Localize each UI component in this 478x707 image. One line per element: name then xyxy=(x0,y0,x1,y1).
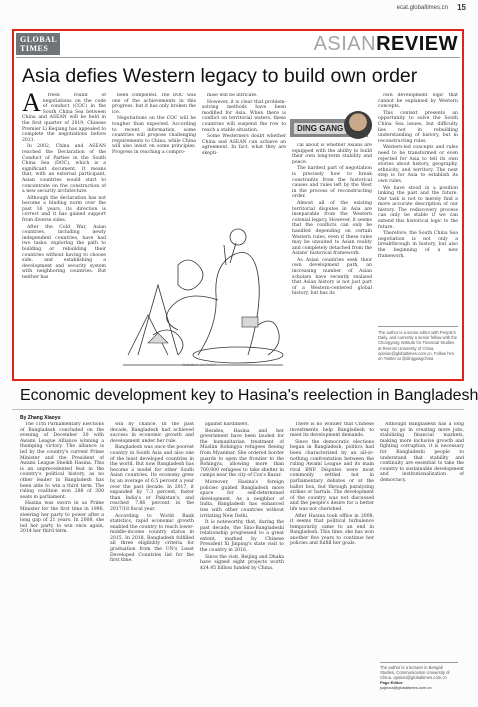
author-bio: The author is a lecturer in Bengali Studies, Communication University of China. opinion@globaltimes.com.cn xyxy=(380,662,458,681)
paragraph: In 2002, China and ASEAN reached the Declaration of the Conduct of Parties in the South China Sea (DOC), which is a significant document. It means that, with an external participant, Asian countries would start to concentrate on the construction of a new security architecture. xyxy=(22,144,106,195)
logo-line-2: TIMES xyxy=(20,44,49,53)
article-column-5 xyxy=(380,422,464,654)
article-column-1 xyxy=(20,422,104,694)
article-column-4 xyxy=(290,422,374,694)
paragraph: own development logic that cannot be explained by Western concepts. xyxy=(378,93,458,110)
section-review: REVIEW xyxy=(376,33,458,55)
paragraph: Since the visit, Beijing and Dhaka have signed eight projects worth $24.45 billion funded by China. xyxy=(200,554,284,571)
article-headline: Economic development key to Hasina's reelection in Bangladesh xyxy=(20,387,478,404)
paragraph: Since the democratic elections began in Bangladesh, politics had been characterized by an all-or-nothing confrontation between the ruling Awami League and its main rival BNP. Disputes were most commonly settled not in parliamentary debates or at the ballot box, but through paralyzing strikes or hartals. The development of the country was not discussed and the people's desire for a better life was not cherished. xyxy=(290,439,374,512)
paragraph: Western-led concepts and rules need to be transformed or even rejected for Asia to tell its own stories about history, geography, ethnicity, and territory. The next step is for Asia to establish its own rules. xyxy=(378,145,458,184)
paragraph: Almost all of the existing territorial disputes in Asia are inseparable from the Western colonial legacy. However, it seems that the conflicts can only be handled depending on certain Western rules, even if these rules may be unsuited to Asian reality and completely detached from the Asians' historical framework. xyxy=(292,200,372,257)
paragraph: mise will be intricate. xyxy=(207,93,258,98)
asian-review-article[interactable] xyxy=(12,29,464,381)
paragraph: There is no wonder that Chinese investments help Bangladesh to meet its development demands. xyxy=(290,422,374,439)
section-asian: ASIAN xyxy=(313,33,377,55)
paragraph: Hasina was sworn in as Prime Minister for the first time in 1996, steering her party to power after a long gap of 21 years. In 2008, she led her party to win once again, 2014 her third term. xyxy=(20,501,104,535)
paragraph: Although the declaration has not become a binding norm over the past 16 years, its direction is correct and it has gained support from diverse sides. xyxy=(22,195,106,224)
article-headline: Asia defies Western legacy to build own order xyxy=(22,65,418,87)
page-editor xyxy=(380,681,458,695)
paragraph: against hardliners. xyxy=(205,422,249,427)
section-divider xyxy=(16,57,460,58)
asian-review-section-title xyxy=(314,33,458,55)
paragraph: We have stood in a position linking the past and the future. Our task is not to merely find a more accurate description of our history. The rediscovery process can only be stable if we can extend this historical logic to the future. xyxy=(378,185,458,230)
author-bio: The author is a senior editor with People's Daily, and currently a senior fellow with the Chongyang Institute for Financial Studies at Renmin University of China. opinion@globaltimes.com.cn. Follow him on Twitter at @dinggangchina xyxy=(378,326,458,361)
article-body xyxy=(20,422,464,702)
drop-cap: A xyxy=(22,93,41,117)
article-column-2 xyxy=(112,93,196,203)
author-photo xyxy=(344,111,372,139)
paragraph: fresh round of negotiations on the code of conduct (COC) in the South China Sea between China and ASEAN will be held in the first quarter of 2019, Chinese Premier Li Keqiang has appealed to complete the negotiations before 2021. xyxy=(22,93,106,143)
paragraph: Moreover, Hasina's foreign policies guided Bangladesh more space for self-determined development. As a neighbor of India, Bangladesh has enhanced ties with other countries without irritating New Delhi. xyxy=(200,479,284,519)
paragraph: The hardest part of negotiation is precisely how to break constraints from the historical causes and rules left by the West in the process of reconstructing order. xyxy=(292,166,372,200)
article-column-5 xyxy=(378,93,458,363)
article-column-4 xyxy=(292,143,372,371)
article-column-1 xyxy=(22,93,106,371)
paragraph: cal about is whether Asians are equipped with the ability to build their own long-term stability and peace. xyxy=(292,143,372,165)
logo-line-1: GLOBAL xyxy=(20,35,58,44)
paragraph: win by chance. In the past decade, Bangladesh had achieved success in economic growth and development under her rule. xyxy=(110,422,194,444)
page-header xyxy=(12,3,466,15)
paragraph: However, it is clear that problem-solving methods have been modified for Asia. When there is conflict on territorial waters, these countries will suspend the row to reach a stable situation. xyxy=(202,99,286,133)
author-name: DING GANG xyxy=(294,123,346,134)
byline: By Zhang Xiaoyu xyxy=(20,415,61,421)
paragraph: Therefore, the South China Sea negotiation is not only a breakthrough in history, but also the beginning of a new framework. xyxy=(378,231,458,259)
page-number: 15 xyxy=(457,3,466,12)
bangladesh-article[interactable] xyxy=(12,386,478,704)
paragraph: After Hasina took office in 2008, it seems that political turbulence temporarily came to an end in Bangladesh. This time, she has won another five years to continue her policies and fulfill her goals. xyxy=(290,513,374,547)
paragraph: Bangladesh was once the poorest country in South Asia and also one of the least developed countries in the world. But now Bangladesh has become a model for other South Asian countries. Its economy grew by an average of 6.5 percent a year over the past decade. In 2017, it expanded by 7.3 percent, faster than India's or Pakistan's, and reached 7.86 percent in the 2017/18 fiscal year. xyxy=(110,445,194,512)
illustration-credit: Illustration: Liu Rui/GT xyxy=(182,363,217,367)
headline-divider xyxy=(12,409,464,410)
paragraph: According to World Bank statistics, rapid economic growth enabled the country to reach lower-middle-income country status in 2015. In 2018, Bangladesh fulfilled all three eligibility criteria for graduation from the UN's Least Developed Countries list for the first time. xyxy=(110,513,194,564)
global-times-logo xyxy=(16,33,60,55)
paragraph: been completed. The DOC was one of the achievements in this progress, but it has only broken the ice. xyxy=(112,93,196,115)
article-column-3 xyxy=(202,93,286,203)
page-editor-email[interactable]: yujincui@globaltimes.com.cn xyxy=(380,684,432,690)
illustration xyxy=(118,205,286,370)
paragraph: Negotiations on the COC will be tougher than expected. According to recent information, some countries will propose challenging requirements to China, while China will also insist on some principles. Progress in reaching a compro- xyxy=(112,116,196,155)
page-editor-label: Page Editor: xyxy=(380,680,404,685)
paragraph: Although Bangladesh has a long way to go in creating more jobs, stabilizing financial markets, making more inclusive growth and fighting corruption, it is necessary for Bangladeshi people to understand that stability and continuity are essential to take the country to sustainable development and institutionalization of democracy. xyxy=(380,422,464,483)
paragraph: It is noteworthy that, during the past decade, the Sino-Bangladeshi relationship progressed to a great extent, marked by Chinese President Xi Jinping's state visit to the country in 2016. xyxy=(200,520,284,554)
paragraph: The 11th Parliamentary Elections of Bangladesh concluded on the evening of December 30 with Awami League Alliance winning a thumping victory. The alliance is led by the country's current Prime Minister and the President of Awami League Sheikh Hasina. This is an unprecedented feat in the country's political history, as no other leader in Bangladesh has been able to win a third term. The ruling coalition won 288 of 300 seats in parliament. xyxy=(20,422,104,500)
article-body xyxy=(22,93,458,373)
paragraph: As Asian countries seek their own development path, an increasing number of Asian scholars have recently realized that Asian history is not just part of a Western-centered global history, but has its xyxy=(292,257,372,297)
article-column-2 xyxy=(110,422,194,694)
paragraph: Besides, Hasina and her government have been lauded for the humanitarian treatment of Muslim Rohingya refugees fleeing from Myanmar. She ordered border guards to open the frontier to the Rohingya, allowing more than 700,000 refugees to take shelter in camps near the city of Cox's Bazar. xyxy=(200,428,284,479)
paragraph: This context presents an opportunity to solve the South China Sea issues, but difficulty lies not in rebuilding understanding of history, but in reconstructing rules. xyxy=(378,110,458,144)
paragraph: Some Westerners doubt whether China and ASEAN can achieve an agreement. In fact, what they are skepti- xyxy=(202,134,286,156)
page-url: ecat.globaltimes.cn xyxy=(396,5,448,11)
article-column-3 xyxy=(200,422,284,694)
paragraph: After the Cold War, Asian countries, including newly independent countries, have had two tasks: exploring the path to building or rebuilding their countries without having to choose side, and establishing a development and security system with neighboring countries. But neither has xyxy=(22,224,106,280)
